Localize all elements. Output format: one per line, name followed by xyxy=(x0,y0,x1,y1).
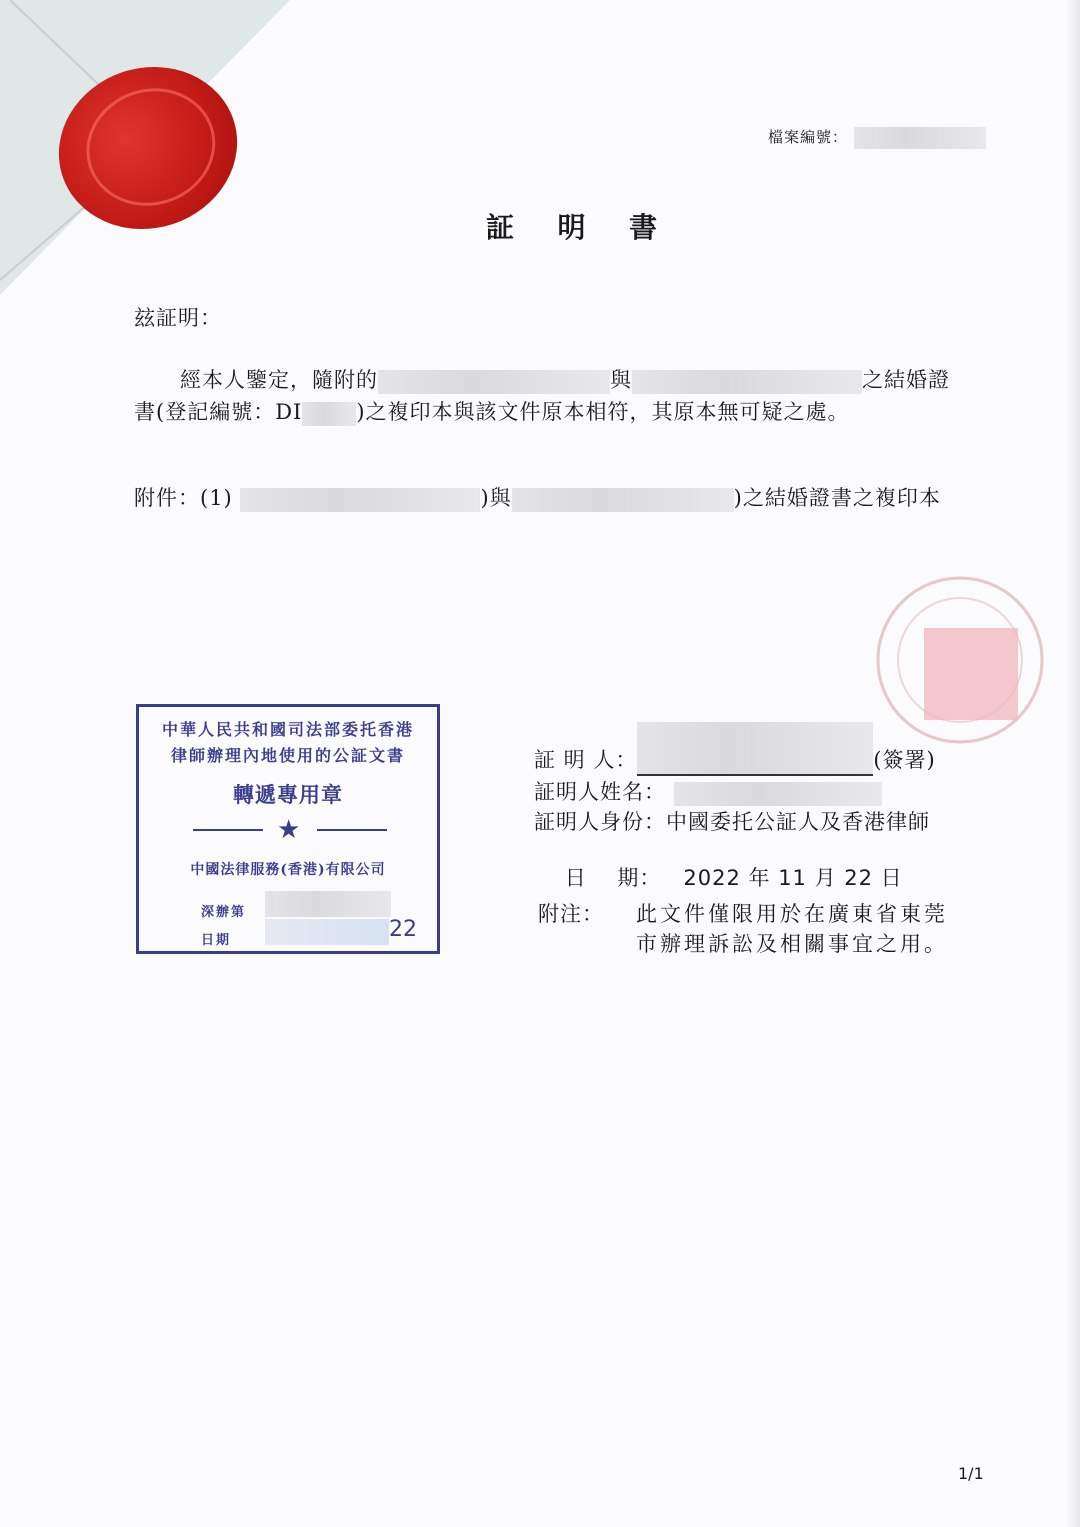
redacted-attachment-name-1 xyxy=(240,488,480,512)
stamp-line-2: 律師辦理內地使用的公証文書 xyxy=(170,746,405,765)
file-number xyxy=(768,126,986,149)
certifier-identity-line: 証明人身份：中國委托公証人及香港律師 xyxy=(534,810,930,834)
stamp-line-1: 中華人民共和國司法部委托香港 xyxy=(161,720,414,739)
note-line-2: 市辦理訴訟及相關事宜之用。 xyxy=(636,932,948,956)
redacted-attachment-name-2 xyxy=(512,488,734,512)
transfer-stamp xyxy=(136,704,440,954)
stamp-rule-right xyxy=(317,829,387,831)
redacted-stamp-date xyxy=(265,919,389,945)
certifier-line: 証 明 人： (簽署) xyxy=(534,744,936,776)
certifier-date-line: 日 期： 2022 年 11 月 22 日 xyxy=(564,866,903,890)
intro-text: 玆証明： xyxy=(134,306,222,330)
stamp-company: 中國法律服務(香港)有限公司 xyxy=(190,862,386,878)
personal-chop-icon xyxy=(924,628,1018,720)
redacted-certifier-name xyxy=(674,782,882,806)
attachment-line: 附件：(1) )與 )之結婚證書之複印本 xyxy=(134,486,941,510)
page-edge-shadow xyxy=(1066,0,1080,1527)
redacted-file-number xyxy=(854,127,986,149)
redacted-name-2 xyxy=(632,370,862,394)
stamp-title: 轉遞專用章 xyxy=(233,783,343,807)
stamp-rule-left xyxy=(193,829,263,831)
note-label: 附注： xyxy=(538,902,604,926)
note-line-1: 此文件僅限用於在廣東省東莞 xyxy=(636,902,948,926)
star-icon: ★ xyxy=(277,815,301,845)
page-number: 1/1 xyxy=(958,1464,984,1483)
certifier-name-line: 証明人姓名： xyxy=(534,776,882,806)
redacted-registration-number xyxy=(302,402,356,426)
document-title: 証 明 書 xyxy=(486,211,665,244)
paragraph-line-2: 書(登記編號：DI )之複印本與該文件原本相符，其原本無可疑之處。 xyxy=(134,400,850,424)
paragraph-line-1: 經本人鑒定，隨附的 與 之結婚證 xyxy=(180,368,950,392)
stamp-date-label: 日期 xyxy=(201,933,232,948)
redacted-name-1 xyxy=(378,370,610,394)
stamp-ref-tail: 22 xyxy=(389,917,417,942)
redacted-stamp-ref xyxy=(265,891,391,917)
stamp-ref-label: 深辦第 xyxy=(201,905,247,920)
redacted-signature xyxy=(637,722,873,776)
file-number-label: 檔案編號： xyxy=(768,128,849,146)
